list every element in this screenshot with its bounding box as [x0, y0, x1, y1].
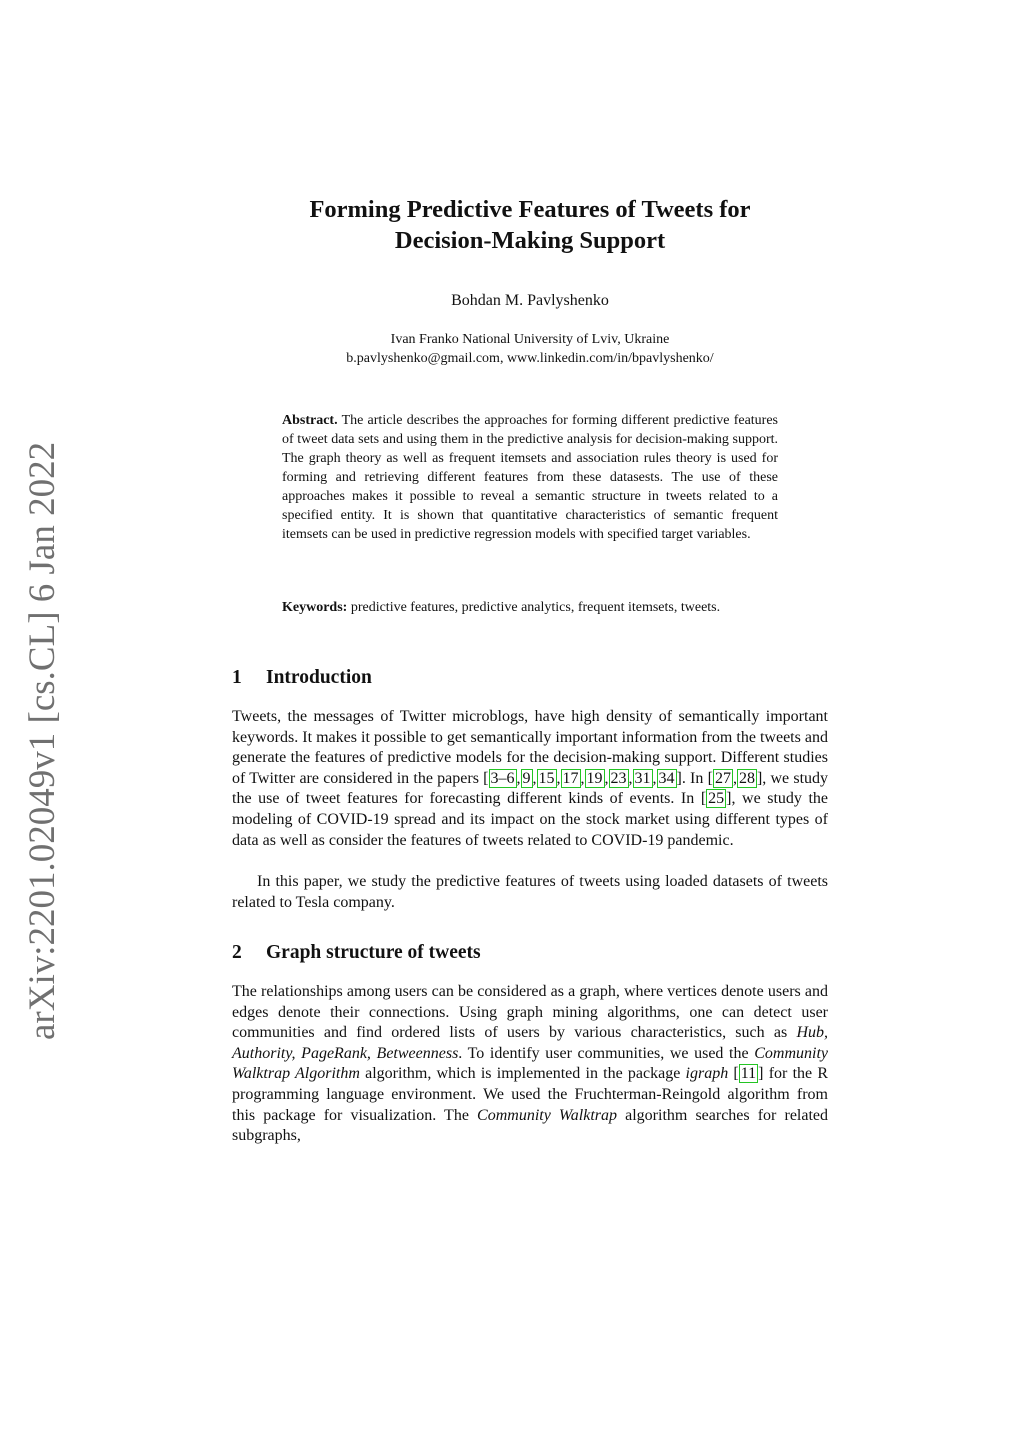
citation-link[interactable]: 19: [586, 769, 603, 787]
citation-link[interactable]: 9: [522, 769, 531, 787]
section-title: Introduction: [266, 667, 372, 688]
section-number: 1: [232, 667, 242, 688]
author-name: Bohdan M. Pavlyshenko: [451, 292, 609, 309]
section-heading-introduction: [232, 667, 828, 689]
citation-link[interactable]: 11: [740, 1065, 757, 1083]
text-run: algorithm searches for related subgraphs,: [232, 1106, 829, 1145]
keywords-label: Keywords:: [282, 600, 348, 615]
paper-title-line-2: Decision-Making Support: [394, 227, 666, 254]
emphasis: Hub, Authority, PageRank, Betweenness: [232, 1024, 828, 1062]
citation-link[interactable]: 23: [610, 769, 627, 787]
arxiv-identifier-stamp: arXiv:2201.02049v1 [cs.CL] 6 Jan 2022: [22, 441, 63, 1040]
citation-link[interactable]: 17: [562, 769, 579, 787]
introduction-paragraph-2: In this paper, we study the predictive features of tweets using loaded datasets of tweets related to Tesla company.: [232, 873, 828, 911]
citation-link[interactable]: 15: [538, 769, 555, 787]
citation-link[interactable]: 28: [738, 769, 755, 787]
graph-structure-paragraph-1: The relationships among users can be considered as a graph, where vertices denote users and edges denote their connections. Using graph mining algorithms, one can detect user communities and find ordered lists of users by various characteristics, such as Hub, Authority, PageRank, Betweenness. To identify user communities, we used the Community Walktrap Algorithm algorithm, which is implemented in the package igraph [ 11 ] for the R programming language environment. We used the Fruchterman-Reingold algorithm from this package for visualization. The Community Walktrap algorithm searches for related subgraphs,: [232, 983, 829, 1145]
citation-link[interactable]: 27: [714, 769, 731, 787]
emphasis: Community Walktrap: [477, 1106, 618, 1124]
text-run: , we study the use of tweet features for forecasting different kinds of events. In: [232, 769, 829, 808]
paper-title: [232, 194, 828, 256]
text-run: . In: [681, 769, 704, 787]
abstract: [282, 411, 778, 544]
abstract-text: The article describes the approaches for forming different predictive features of tweet data sets and using them in the predictive analysis for decision-making support. The graph theory as well as frequent itemsets and association rules theory is used for forming and retrieving different features from these datasests. The use of these approaches makes it possible to reveal a semantic structure in tweets related to a specified entity. It is shown that quantitative characteristics of semantic frequent itemsets can be used in predictive regression models with specified target variables.: [282, 413, 779, 542]
section-title: Graph structure of tweets: [266, 942, 481, 963]
keywords: [282, 598, 778, 617]
citation-link[interactable]: 3–6: [490, 769, 515, 787]
paper-title-line-1: Forming Predictive Features of Tweets for: [309, 196, 751, 223]
text-run: , we study the modeling of COVID-19 spread and its impact on the stock market using different types of data as well as consider the features of tweets related to COVID-19 pandemic.: [232, 790, 829, 849]
text-run: Tweets, the messages of Twitter microblogs, have high density of semantically important keywords. It makes it possible to get semantically important information from the tweets and generate the features of predictive models for the decision-making support. Different studies of Twitter are considered in the papers: [232, 708, 828, 787]
text-run: for the R programming language environment. We used the Fruchterman-Reingold algorithm from this package for visualization. The: [232, 1065, 829, 1124]
affiliation: Ivan Franko National University of Lviv, Ukraine: [390, 332, 670, 347]
contact-info: b.pavlyshenko@gmail.com, www.linkedin.com/in/bpavlyshenko/: [346, 351, 714, 366]
text-run: The relationships among users can be considered as a graph, where vertices denote users and edges denote their connections. Using graph mining algorithms, one can detect user communities and find ordered lists of users by various characteristics, such as: [232, 983, 828, 1042]
section-number: 2: [232, 942, 242, 963]
text-run: algorithm, which is implemented in the package: [365, 1065, 681, 1083]
abstract-label: Abstract.: [282, 413, 338, 428]
citation-link[interactable]: 31: [634, 769, 651, 787]
keywords-text: predictive features, predictive analytics, frequent itemsets, tweets.: [350, 600, 721, 615]
citation-link[interactable]: 34: [658, 769, 675, 787]
emphasis: Community Walktrap Algorithm: [232, 1044, 828, 1083]
text-run: . To identify user communities, we used the: [458, 1044, 749, 1062]
section-heading-graph-structure: [232, 942, 828, 964]
citation-link[interactable]: 25: [708, 790, 725, 808]
affiliation-block: [232, 330, 828, 368]
introduction-paragraph-1: Tweets, the messages of Twitter microblogs, have high density of semantically important keywords. It makes it possible to get semantically important information from the tweets and generate the features of predictive models for the decision-making support. Different studies of Twitter are considered in the papers [ 3–6 , 9 , 15 , 17 , 19 , 23 , 31 , 34 ]. In [ 27 , 28 ], we study the use of tweet features for forecasting different kinds of events. In [ 25 ], we study the modeling of COVID-19 spread and its impact on the stock market using different types of data as well as consider the features of tweets related to COVID-19 pandemic.: [232, 708, 829, 849]
emphasis: igraph: [685, 1065, 729, 1083]
